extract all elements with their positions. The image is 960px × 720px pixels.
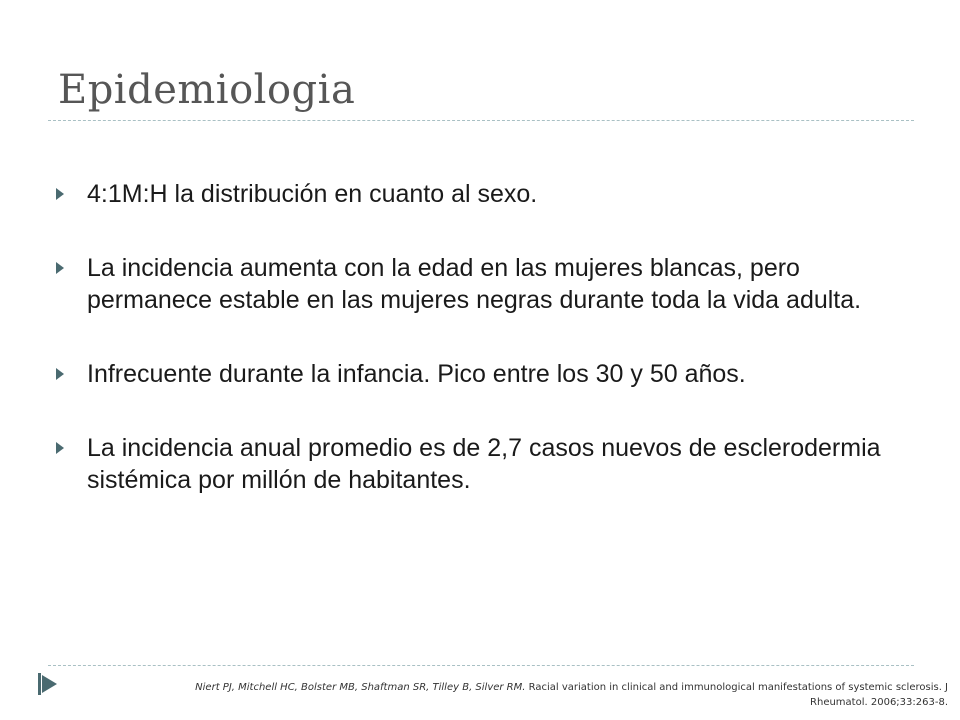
bullet-item — [56, 358, 906, 390]
bullet-list — [56, 178, 906, 496]
bullet-text: La incidencia anual promedio es de 2,7 casos nuevos de esclerodermia sistémica por millón de habitantes. — [87, 434, 881, 494]
caret-right-icon — [56, 262, 64, 274]
title-divider — [48, 120, 914, 121]
play-arrow-icon — [42, 675, 57, 693]
caret-right-icon — [56, 368, 64, 380]
citation-text: Racial variation in clinical and immunological manifestations of systemic sclerosis. J Rheumatol. 2006;33:263-8. — [528, 682, 948, 708]
bullet-text: La incidencia aumenta con la edad en las mujeres blancas, pero permanece estable en las mujeres negras durante toda la vida adulta. — [87, 254, 862, 314]
caret-right-icon — [56, 442, 64, 454]
caret-right-icon — [56, 188, 64, 200]
citation-authors: Niert PJ, Mitchell HC, Bolster MB, Shaftman SR, Tilley B, Silver RM. — [195, 682, 526, 693]
citation — [168, 680, 948, 710]
bullet-item — [56, 252, 906, 316]
bullet-text: Infrecuente durante la infancia. Pico entre los 30 y 50 años. — [87, 360, 746, 388]
slide-title: Epidemiologia — [58, 67, 356, 113]
corner-bar — [38, 673, 41, 695]
bullet-text: 4:1M:H la distribución en cuanto al sexo. — [87, 180, 538, 208]
bullet-item — [56, 178, 906, 210]
bullet-item — [56, 432, 906, 496]
footer-divider — [48, 665, 914, 666]
